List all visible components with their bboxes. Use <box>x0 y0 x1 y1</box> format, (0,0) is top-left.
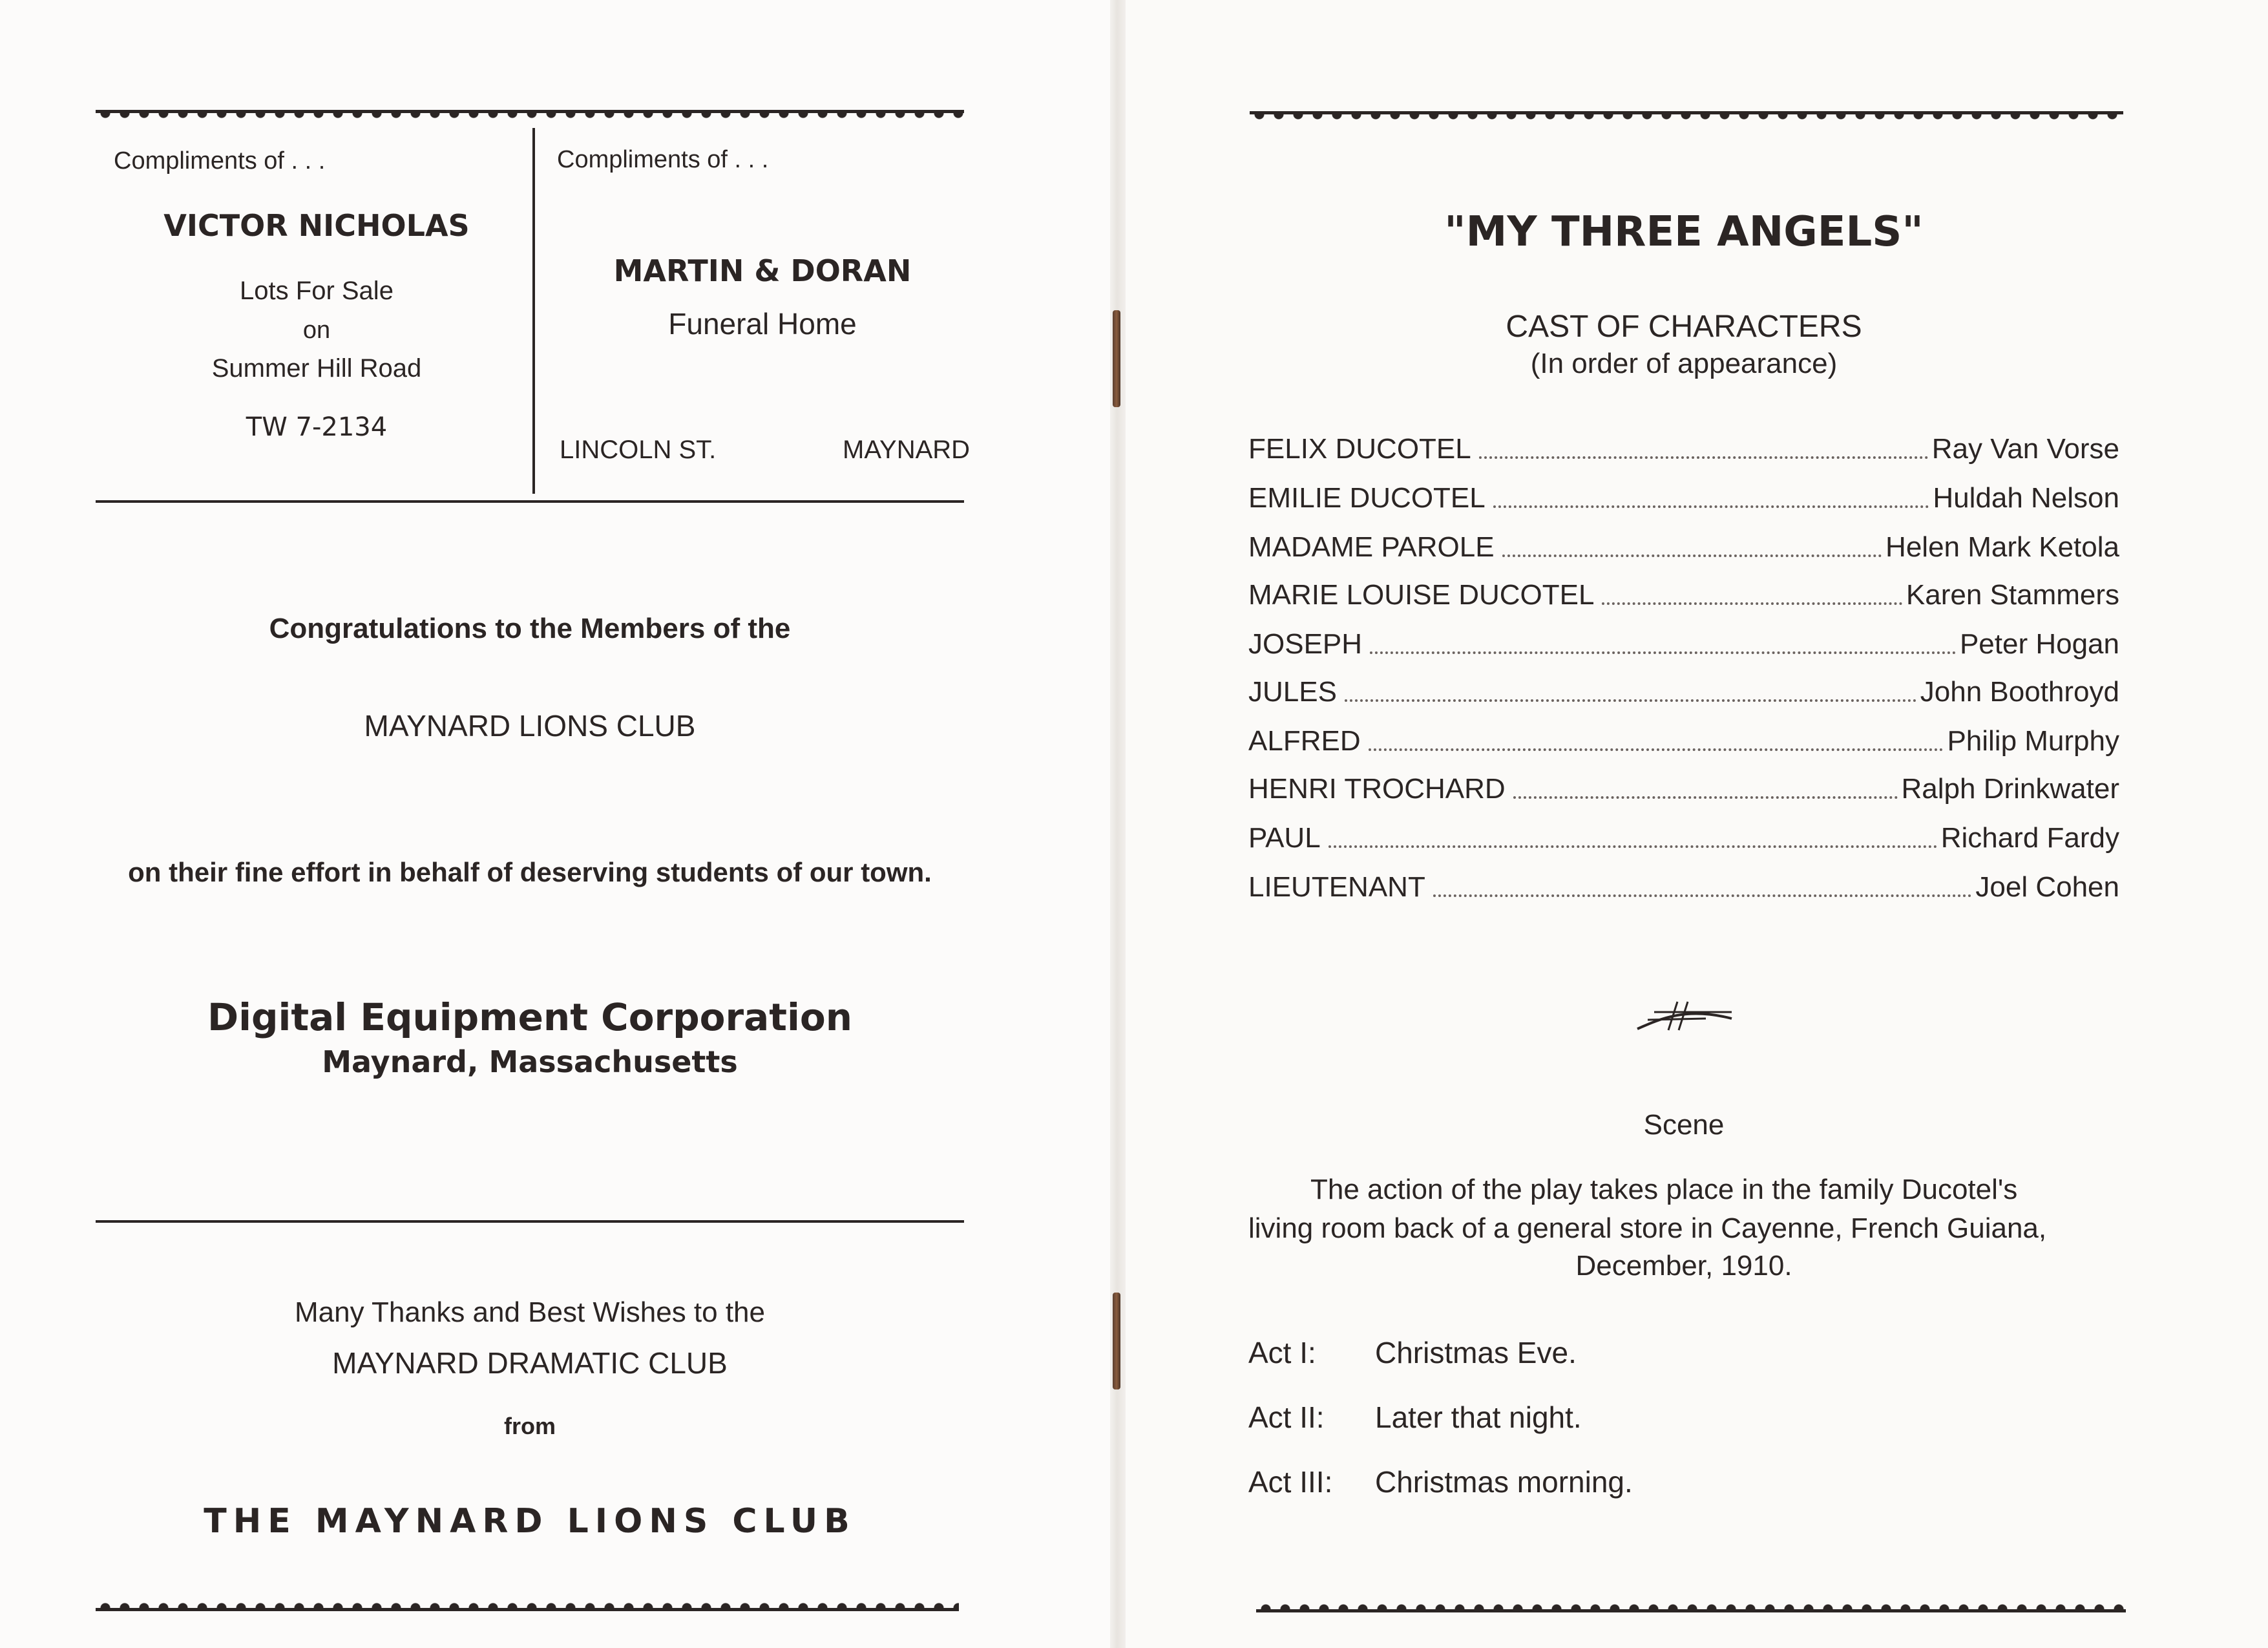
act-desc: Later that night. <box>1375 1400 1582 1434</box>
cast-row <box>1248 816 2119 854</box>
leader-dots <box>1493 505 1929 508</box>
thanks-line3: from <box>504 1413 556 1439</box>
congrats-club: MAYNARD LIONS CLUB <box>364 709 696 743</box>
cast-subheading: (In order of appearance) <box>1530 348 1838 379</box>
leader-dots <box>1433 894 1972 897</box>
bottom-ornament-rule-left <box>96 1596 959 1611</box>
cast-role: JULES <box>1248 676 1337 708</box>
leader-dots <box>1479 456 1928 459</box>
cast-actor: Philip Murphy <box>1947 725 2119 757</box>
center-fold <box>1110 0 1126 1648</box>
leader-dots <box>1513 796 1898 799</box>
act-desc: Christmas Eve. <box>1375 1336 1577 1369</box>
scene-line3: December, 1910. <box>1575 1250 1792 1282</box>
cast-row <box>1248 525 2119 564</box>
ad2-compliments: Compliments of . . . <box>557 146 769 173</box>
act-label: Act II: <box>1248 1400 1325 1434</box>
cast-row <box>1248 622 2119 660</box>
cast-row <box>1248 865 2119 903</box>
ad2-town: MAYNARD <box>843 436 971 464</box>
leader-dots <box>1602 602 1902 605</box>
cast-row <box>1248 719 2119 757</box>
left-page <box>0 0 1118 1648</box>
leader-dots <box>1370 651 1956 654</box>
cast-actor: Huldah Nelson <box>1933 482 2119 514</box>
scene-line1: The action of the play takes place in the family Ducotel's <box>1310 1174 2018 1205</box>
cast-role: MADAME PAROLE <box>1248 531 1495 563</box>
cast-row <box>1248 427 2119 465</box>
cast-role: LIEUTENANT <box>1248 871 1425 903</box>
act-label: Act III: <box>1248 1465 1333 1499</box>
leader-dots <box>1345 699 1916 702</box>
cast-actor: Peter Hogan <box>1959 628 2119 660</box>
cast-actor: Helen Mark Ketola <box>1885 531 2119 563</box>
cast-row <box>1248 766 2119 805</box>
cast-actor: Ray Van Vorse <box>1931 433 2119 465</box>
bottom-ornament-rule-right <box>1256 1598 2126 1612</box>
cast-row <box>1248 670 2119 708</box>
ad1-line3: Summer Hill Road <box>211 354 422 383</box>
ads-bottom-rule <box>96 500 964 503</box>
ad1-line2: on <box>302 317 331 344</box>
leader-dots <box>1502 555 1882 557</box>
cast-actor: Joel Cohen <box>1975 871 2119 903</box>
digital-location: Maynard, Massachusetts <box>322 1044 738 1079</box>
ads-divider <box>532 128 535 494</box>
act-label: Act I: <box>1248 1336 1316 1369</box>
digital-bottom-rule <box>96 1220 964 1223</box>
leader-dots <box>1328 845 1937 848</box>
top-ornament-rule-right <box>1250 111 2123 126</box>
flourish-ornament-icon <box>1635 993 1738 1038</box>
cast-role: PAUL <box>1248 822 1321 854</box>
play-title: "MY THREE ANGELS" <box>1444 208 1924 256</box>
thanks-line1: Many Thanks and Best Wishes to the <box>295 1296 765 1328</box>
staple-bottom <box>1113 1293 1120 1389</box>
ad1-compliments: Compliments of . . . <box>114 147 326 174</box>
cast-role: MARIE LOUISE DUCOTEL <box>1248 579 1595 611</box>
cast-actor: John Boothroyd <box>1920 676 2119 708</box>
cast-role: HENRI TROCHARD <box>1248 773 1506 805</box>
cast-role: JOSEPH <box>1248 628 1363 660</box>
cast-actor: Ralph Drinkwater <box>1901 773 2119 805</box>
cast-actor: Richard Fardy <box>1940 822 2119 854</box>
ad1-line1: Lots For Sale <box>240 277 394 305</box>
cast-row <box>1248 476 2119 514</box>
cast-role: EMILIE DUCOTEL <box>1248 482 1486 514</box>
cast-role: ALFRED <box>1248 725 1361 757</box>
congrats-line1: Congratulations to the Members of the <box>269 613 791 644</box>
ad1-phone: TW 7-2134 <box>246 412 388 442</box>
leader-dots <box>1369 748 1944 751</box>
act-desc: Christmas morning. <box>1375 1465 1633 1499</box>
digital-name: Digital Equipment Corporation <box>207 995 853 1039</box>
cast-heading: CAST OF CHARACTERS <box>1506 310 1862 344</box>
thanks-club: THE MAYNARD LIONS CLUB <box>204 1502 856 1541</box>
ad2-name: MARTIN & DORAN <box>613 253 912 288</box>
staple-top <box>1113 310 1120 407</box>
cast-actor: Karen Stammers <box>1906 579 2119 611</box>
cast-row <box>1248 573 2119 611</box>
top-ornament-rule <box>96 110 964 125</box>
ad2-line1: Funeral Home <box>668 307 857 341</box>
ad2-street: LINCOLN ST. <box>560 436 717 464</box>
thanks-line2: MAYNARD DRAMATIC CLUB <box>332 1346 728 1380</box>
scene-line2: living room back of a general store in Cayenne, French Guiana, <box>1248 1212 2047 1244</box>
ad1-name: VICTOR NICHOLAS <box>163 208 470 243</box>
scene-heading: Scene <box>1643 1109 1725 1141</box>
congrats-line3: on their fine effort in behalf of deserving students of our town. <box>128 857 932 887</box>
cast-role: FELIX DUCOTEL <box>1248 433 1471 465</box>
